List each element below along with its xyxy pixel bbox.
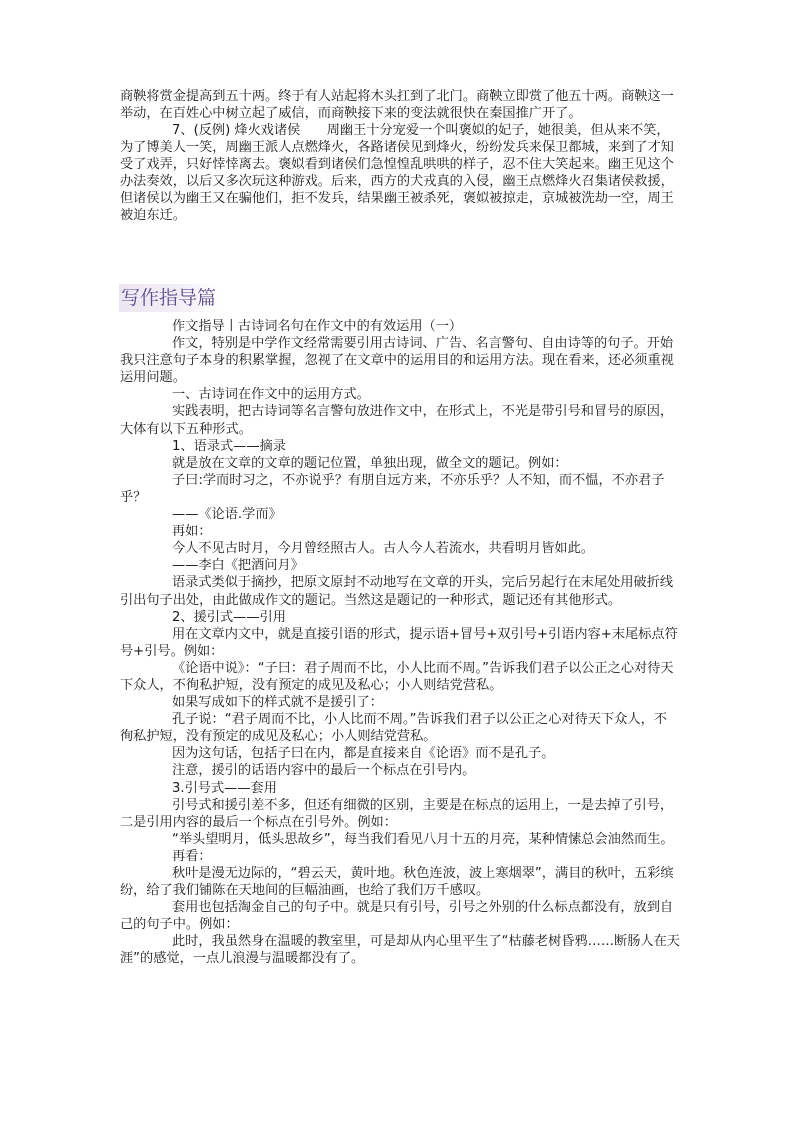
paragraph: 用在文章内文中，就是直接引语的形式，提示语+冒号+双引号+引语内容+末尾标点符号+引号。例如： (120, 626, 678, 659)
section-heading: 写作指导篇 (119, 284, 219, 312)
paragraph: 引号式和援引差不多，但还有细微的区别，主要是在标点的运用上，一是去掉了引号，二是引用内容的最后一个标点在引号外。例如： (120, 797, 674, 830)
top-text-block (120, 88, 680, 224)
paragraph: 实践表明，把古诗词等名言警句放进作文中，在形式上，不光是带引号和冒号的原因，大体有以下五种形式。 (120, 404, 674, 437)
article-title: 作文指导丨古诗词名句在作文中的有效运用（一） (172, 319, 463, 334)
paragraph: 再如： (172, 524, 212, 540)
paragraph: 如果写成如下的样式就不是援引了： (172, 695, 383, 711)
quote: 孔子说：“君子周而不比，小人比而不周。”告诉我们君子以公正之心对待天下众人，不徇私护短，没有预定的成见及私心；小人则结党营私。 (120, 712, 667, 745)
paragraph: 语录式类似于摘抄，把原文原封不动地写在文章的开头，完后另起行在末尾处用破折线引出句子出处，由此做成作文的题记。当然这是题记的一种形式，题记还有其他形式。 (120, 575, 674, 608)
quote: 今人不见古时月，今月曾经照古人。古人今人若流水，共看明月皆如此。 (172, 541, 594, 557)
main-text-block (120, 318, 680, 968)
subheading: 一、古诗词在作文中的运用方式。 (172, 387, 370, 403)
paragraph: 就是放在文章的文章的题记位置，单独出现，做全文的题记。例如： (172, 455, 568, 471)
quote-source: ——《论语.学而》 (172, 507, 282, 523)
paragraph: 7、(反例) 烽火戏诸侯 周幽王十分宠爱一个叫褒姒的妃子，她很美，但从来不笑，为了博美人一笑，周幽王派人点燃烽火，各路诸侯见到烽火，纷纷发兵来保卫都城，来到了才知受了戏弄，只好悻悻离去。褒姒看到诸侯们急惶惶乱哄哄的样子，忍不住大笑起来。幽王见这个办法奏效，以后又多次玩这种游戏。后来，西方的犬戎真的入侵，幽王点燃烽火召集诸侯救援，但诸侯以为幽王又在骗他们，拒不发兵，结果幽王被杀死，褒姒被掠走，京城被洗劫一空，周王被迫东迁。 (120, 123, 674, 223)
quote: 子曰:学而时习之，不亦说乎？有朋自远方来，不亦乐乎？人不知，而不愠，不亦君子乎？ (120, 472, 665, 505)
quote: 秋叶是漫无边际的，“碧云天，黄叶地。秋色连波，波上寒烟翠”，满目的秋叶，五彩缤纷，给了我们铺陈在天地间的巨幅油画，也给了我们万千感叹。 (120, 866, 674, 899)
quote-source: ——李白《把酒问月》 (172, 558, 304, 574)
paragraph: 再看： (172, 848, 212, 864)
quote: 此时，我虽然身在温暖的教室里，可是却从内心里平生了“枯藤老树昏鸦……断肠人在天涯”的感觉，一点儿浪漫与温暖都没有了。 (120, 934, 680, 967)
paragraph: 注意，援引的话语内容中的最后一个标点在引号内。 (172, 763, 476, 779)
paragraph: 作文，特别是中学作文经常需要引用古诗词、广告、名言警句、自由诗等的句子。开始我只注意句子本身的积累掌握，忽视了在文章中的运用目的和运用方法。现在看来，还必须重视运用问题。 (120, 336, 674, 386)
subheading: 3.引号式——套用 (172, 780, 277, 796)
subheading: 1、语录式——摘录 (172, 438, 286, 454)
quote: “举头望明月，低头思故乡”，每当我们看见八月十五的月亮，某种情愫总会油然而生。 (172, 831, 674, 847)
paragraph: 商鞅将赏金提高到五十两。终于有人站起将木头扛到了北门。商鞅立即赏了他五十两。商鞅这一举动，在百姓心中树立起了威信，而商鞅接下来的变法就很快在秦国推广开了。 (120, 89, 674, 121)
paragraph: 因为这句话，包括子曰在内，都是直接来自《论语》而不是孔子。 (172, 746, 555, 762)
section-heading-wrap (119, 284, 679, 312)
paragraph: 套用也包括淘金自己的句子中。就是只有引号，引号之外别的什么标点都没有，放到自己的句子中。例如： (120, 900, 674, 933)
subheading: 2、援引式——引用 (172, 609, 286, 625)
quote: 《论语中说》：“子曰：君子周而不比，小人比而不周。”告诉我们君子以公正之心对待天下众人，不徇私护短，没有预定的成见及私心；小人则结党营私。 (120, 660, 674, 693)
